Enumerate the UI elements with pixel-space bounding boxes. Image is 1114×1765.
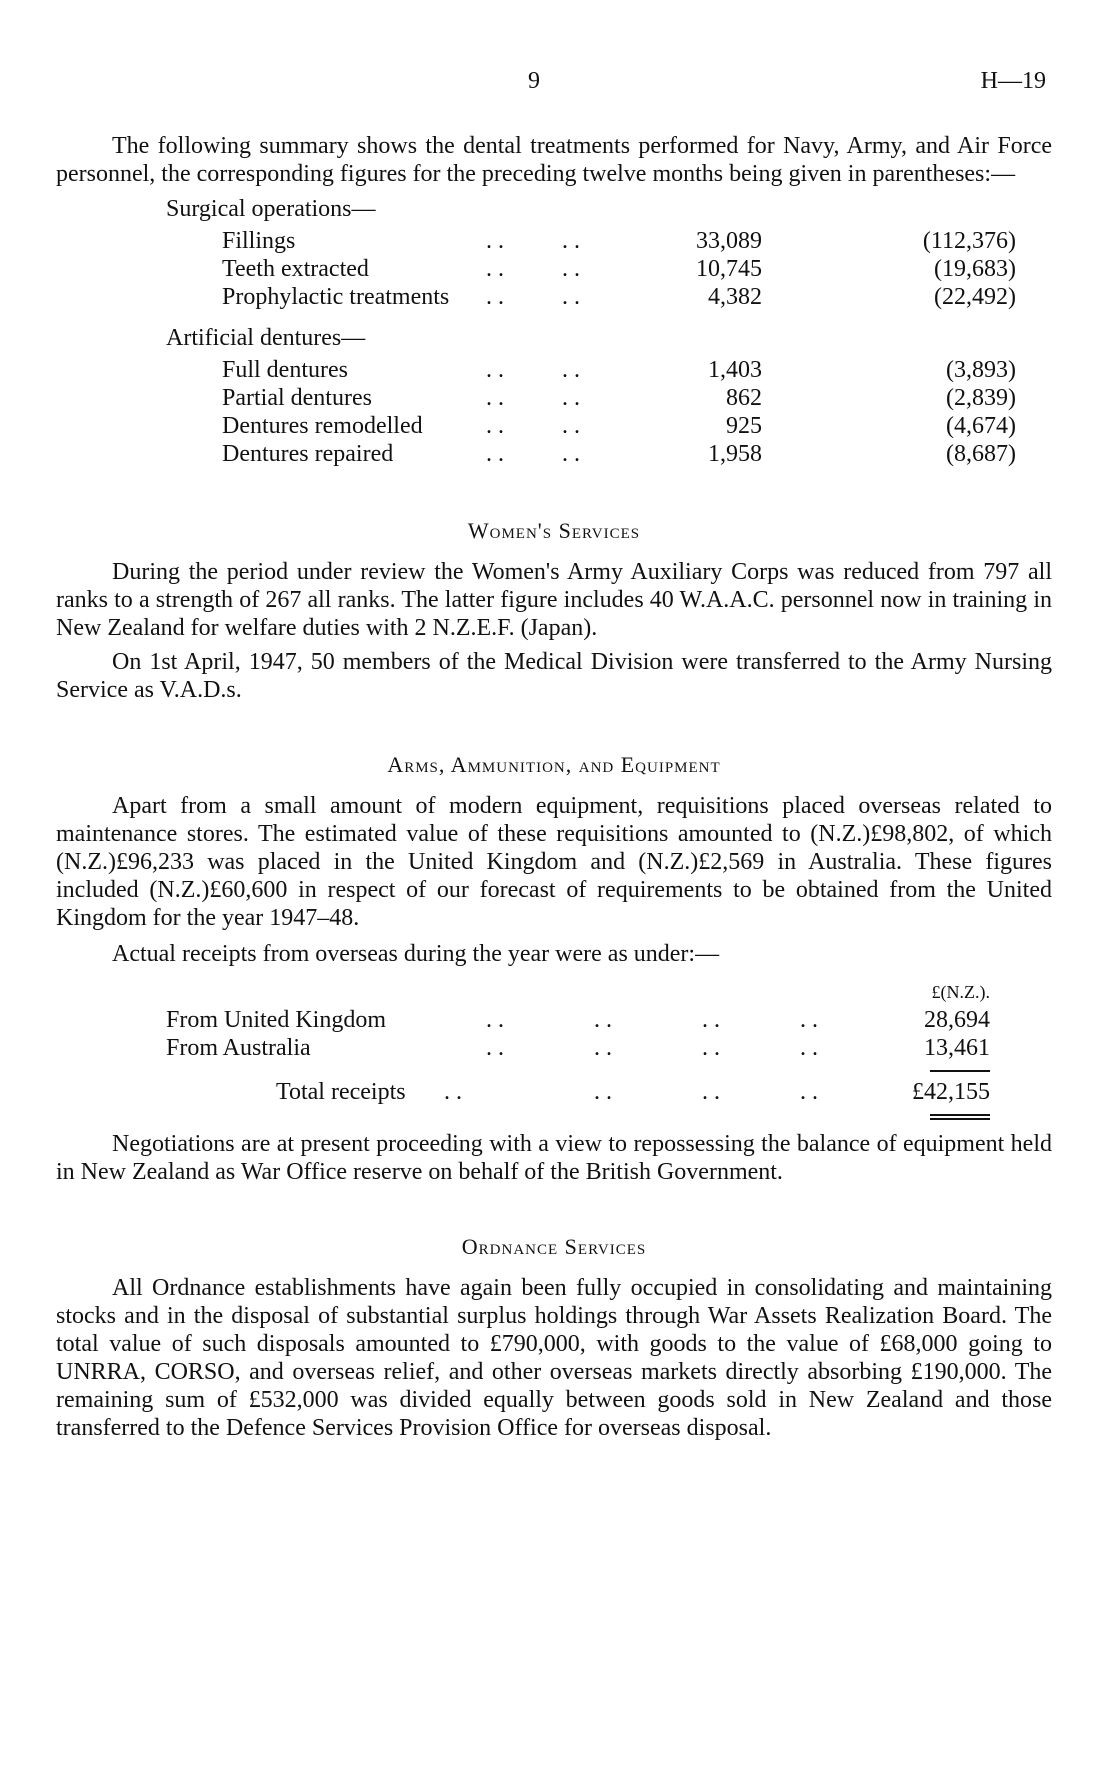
womens-services-paragraph-1: During the period under review the Women's Army Auxiliary Corps was reduced from 797 all ranks to a strength of 267 all ranks. The latter figure includes 40 W.A.A.C. personnel now in training in New Zealand for welfare duties with 2 N.Z.E.F. (Japan). — [56, 559, 1052, 641]
total-rule-1 — [930, 1114, 990, 1116]
receipt-amount: 13,461 — [924, 1035, 990, 1061]
dental-row-value: 10,745 — [696, 256, 762, 282]
receipts-table — [166, 978, 1052, 1126]
page-body — [56, 132, 1052, 1442]
womens-services-heading: Women's Services — [467, 518, 641, 543]
dental-row: Dentures repaired . . . . 1,958 (8,687) — [222, 441, 1016, 467]
dental-row: Prophylactic treatments . . . . 4,382 (22,492) — [222, 284, 1016, 310]
dental-row-label: Teeth extracted — [222, 256, 369, 282]
arms-paragraph-1: Apart from a small amount of modern equipment, requisitions placed overseas related to maintenance stores. The estimated value of these requisitions amounted to (N.Z.)£98,802, of which (N.Z.)£96,233 was placed in the United Kingdom and (N.Z.)£2,569 in Australia. These figures included (N.Z.)£60,600 in respect of our forecast of requirements to be obtained from the United Kingdom for the year 1947–48. — [56, 793, 1052, 931]
page-number: 9 — [528, 68, 540, 94]
dental-row-previous-value: (4,674) — [946, 413, 1016, 439]
dental-row-value: 33,089 — [696, 228, 762, 254]
artificial-dentures-heading: Artificial dentures— — [166, 325, 366, 351]
dental-row-previous-value: (112,376) — [922, 228, 1016, 254]
arms-paragraph-2: Actual receipts from overseas during the year were as under:— — [112, 941, 720, 967]
dental-row-value: 1,958 — [708, 441, 762, 467]
currency-header-row — [166, 978, 1052, 1006]
dental-row: Fillings . . . . 33,089 (112,376) — [222, 228, 1016, 254]
dental-row-previous-value: (3,893) — [946, 357, 1016, 383]
ordnance-paragraph-1: All Ordnance establishments have again been fully occupied in consolidating and maintaining stocks and in the disposal of substantial surplus holdings through War Assets Realization Board. The total value of such disposals amounted to £790,000, with goods to the value of £68,000 going to UNRRA, CORSO, and overseas relief, and other overseas markets directly absorbing £190,000. The remaining sum of £532,000 was divided equally between goods sold in New Zealand and those transferred to the Defence Services Provision Office for overseas disposal. — [56, 1275, 1052, 1441]
artificial-dentures-rows — [166, 356, 1052, 468]
total-receipts-label: Total receipts — [276, 1079, 406, 1105]
surgical-operations-heading: Surgical operations— — [166, 196, 376, 222]
document-reference: H—19 — [980, 68, 1046, 94]
dental-row-label: Prophylactic treatments — [222, 284, 450, 310]
receipt-label: From United Kingdom — [166, 1007, 386, 1033]
dental-row-previous-value: (2,839) — [946, 385, 1016, 411]
subtotal-rule — [930, 1070, 990, 1072]
currency-header: £(N.Z.). — [931, 982, 990, 1002]
page-header — [0, 58, 1114, 98]
dental-summary-table — [166, 196, 1052, 468]
dental-row-value: 4,382 — [708, 284, 762, 310]
dental-row: Full dentures . . . . 1,403 (3,893) — [222, 357, 1016, 383]
dental-row-previous-value: (22,492) — [934, 284, 1016, 310]
dental-row: Teeth extracted . . . . 10,745 (19,683) — [222, 256, 1016, 282]
dental-row-label: Partial dentures — [222, 385, 372, 411]
dental-row-previous-value: (8,687) — [946, 441, 1016, 467]
dental-row-label: Dentures remodelled — [222, 413, 423, 439]
dental-row-value: 862 — [726, 385, 762, 411]
total-rule-2 — [930, 1118, 990, 1120]
surgical-operations-rows — [166, 227, 1052, 311]
dental-row-label: Full dentures — [222, 357, 348, 383]
receipt-label: From Australia — [166, 1035, 311, 1061]
arms-heading: Arms, Ammunition, and Equipment — [387, 752, 721, 777]
dental-row-previous-value: (19,683) — [934, 256, 1016, 282]
womens-services-paragraph-2: On 1st April, 1947, 50 members of the Medical Division were transferred to the Army Nursing Service as V.A.D.s. — [56, 649, 1052, 703]
receipt-amount: 28,694 — [924, 1007, 990, 1033]
ordnance-heading: Ordnance Services — [461, 1234, 647, 1259]
dental-row: Dentures remodelled . . . . 925 (4,674) — [222, 413, 1016, 439]
dental-row-value: 1,403 — [708, 357, 762, 383]
receipt-rows — [166, 1006, 1052, 1062]
dental-row-label: Dentures repaired — [222, 441, 394, 467]
total-receipts-row: Total receipts . . . . . . . . £42,155 — [276, 1079, 990, 1105]
dental-intro-paragraph: The following summary shows the dental treatments performed for Navy, Army, and Air Force personnel, the corresponding figures for the preceding twelve months being given in parentheses:— — [56, 133, 1052, 187]
dental-row-value: 925 — [726, 413, 762, 439]
total-receipts-amount: £42,155 — [912, 1079, 990, 1105]
receipt-row: From Australia . . . . . . . . 13,461 — [166, 1035, 990, 1061]
dental-row: Partial dentures . . . . 862 (2,839) — [222, 385, 1016, 411]
arms-paragraph-3: Negotiations are at present proceeding with a view to repossessing the balance of equipment held in New Zealand as War Office reserve on behalf of the British Government. — [56, 1131, 1052, 1185]
receipt-row: From United Kingdom . . . . . . . . 28,694 — [166, 1007, 990, 1033]
dental-row-label: Fillings — [222, 228, 296, 254]
